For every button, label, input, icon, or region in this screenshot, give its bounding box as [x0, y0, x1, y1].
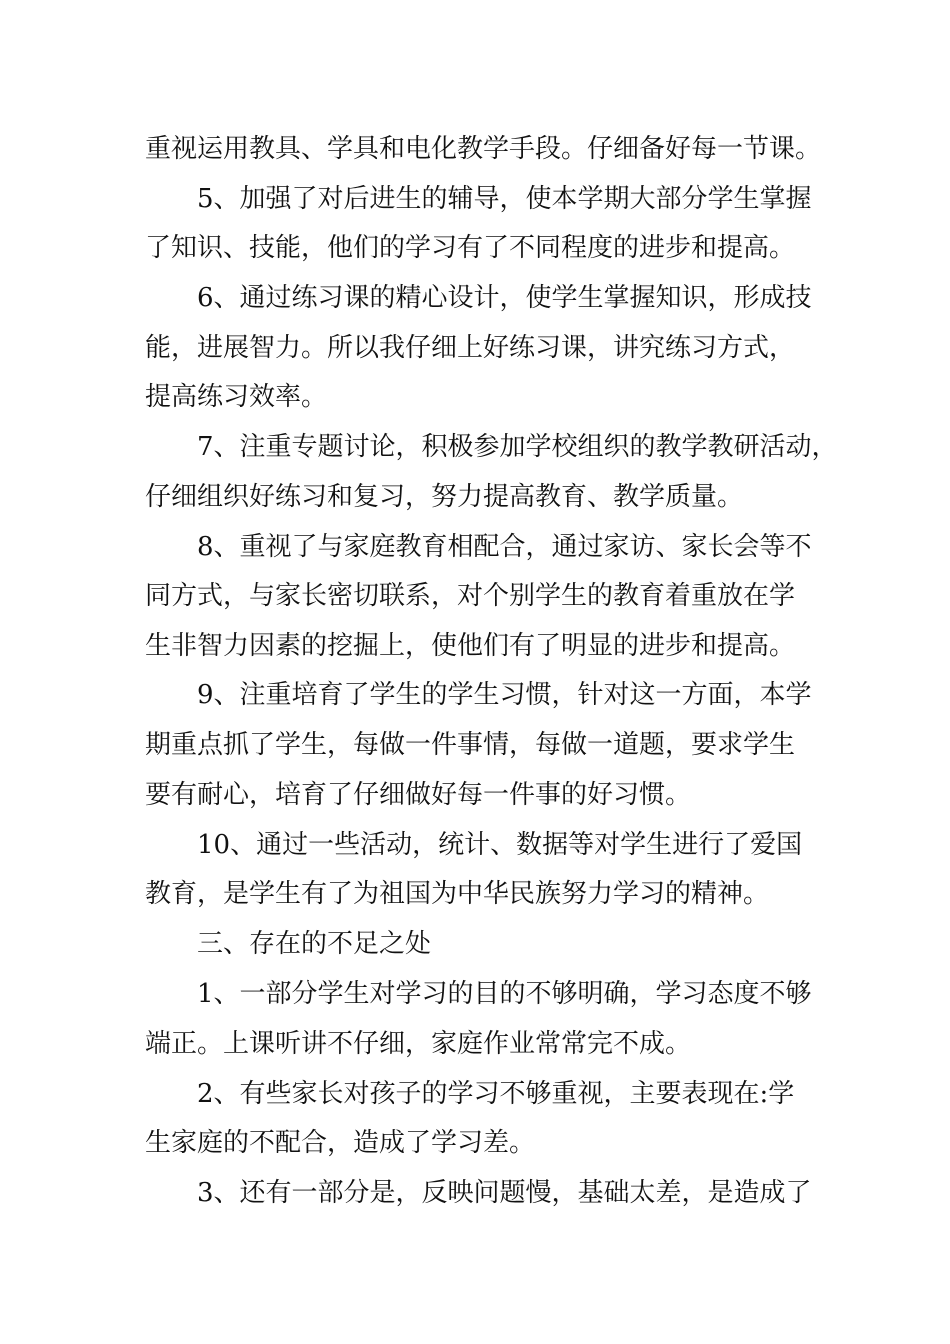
- text-line: 教育，是学生有了为祖国为中华民族努力学习的精神。: [145, 879, 770, 909]
- text-line: 8、重视了与家庭教育相配合，通过家访、家长会等不: [197, 532, 812, 562]
- text-line: 了知识、技能，他们的学习有了不同程度的进步和提高。: [145, 233, 796, 263]
- text-line: 9、注重培育了学生的学生习惯，针对这一方面，本学: [197, 680, 812, 710]
- text-line: 提高练习效率。: [145, 382, 328, 412]
- text-line: 3、还有一部分是，反映问题慢，基础太差，是造成了: [197, 1178, 812, 1208]
- text-line: 5、加强了对后进生的辅导，使本学期大部分学生掌握: [197, 184, 812, 214]
- text-line: 期重点抓了学生，每做一件事情，每做一道题，要求学生: [145, 730, 796, 760]
- text-line: 生非智力因素的挖掘上，使他们有了明显的进步和提高。: [145, 631, 796, 661]
- text-line: 仔细组织好练习和复习，努力提高教育、教学质量。: [145, 482, 744, 512]
- text-line: 要有耐心，培育了仔细做好每一件事的好习惯。: [145, 780, 692, 810]
- section-heading: 三、存在的不足之处: [197, 929, 432, 959]
- text-line: 10、通过一些活动，统计、数据等对学生进行了爱国: [197, 830, 803, 860]
- text-line: 同方式，与家长密切联系，对个别学生的教育着重放在学: [145, 581, 796, 611]
- text-line: 重视运用教具、学具和电化教学手段。仔细备好每一节课。: [145, 134, 822, 164]
- text-line: 生家庭的不配合，造成了学习差。: [145, 1128, 536, 1158]
- text-line: 2、有些家长对孩子的学习不够重视，主要表现在:学: [197, 1079, 795, 1109]
- text-line: 端正。上课听讲不仔细，家庭作业常常完不成。: [145, 1029, 692, 1059]
- text-line: 1、一部分学生对学习的目的不够明确，学习态度不够: [197, 979, 812, 1009]
- text-line: 7、注重专题讨论，积极参加学校组织的教学教研活动，: [197, 432, 838, 462]
- text-line: 6、通过练习课的精心设计，使学生掌握知识，形成技: [197, 283, 812, 313]
- text-line: 能，进展智力。所以我仔细上好练习课，讲究练习方式，: [145, 333, 796, 363]
